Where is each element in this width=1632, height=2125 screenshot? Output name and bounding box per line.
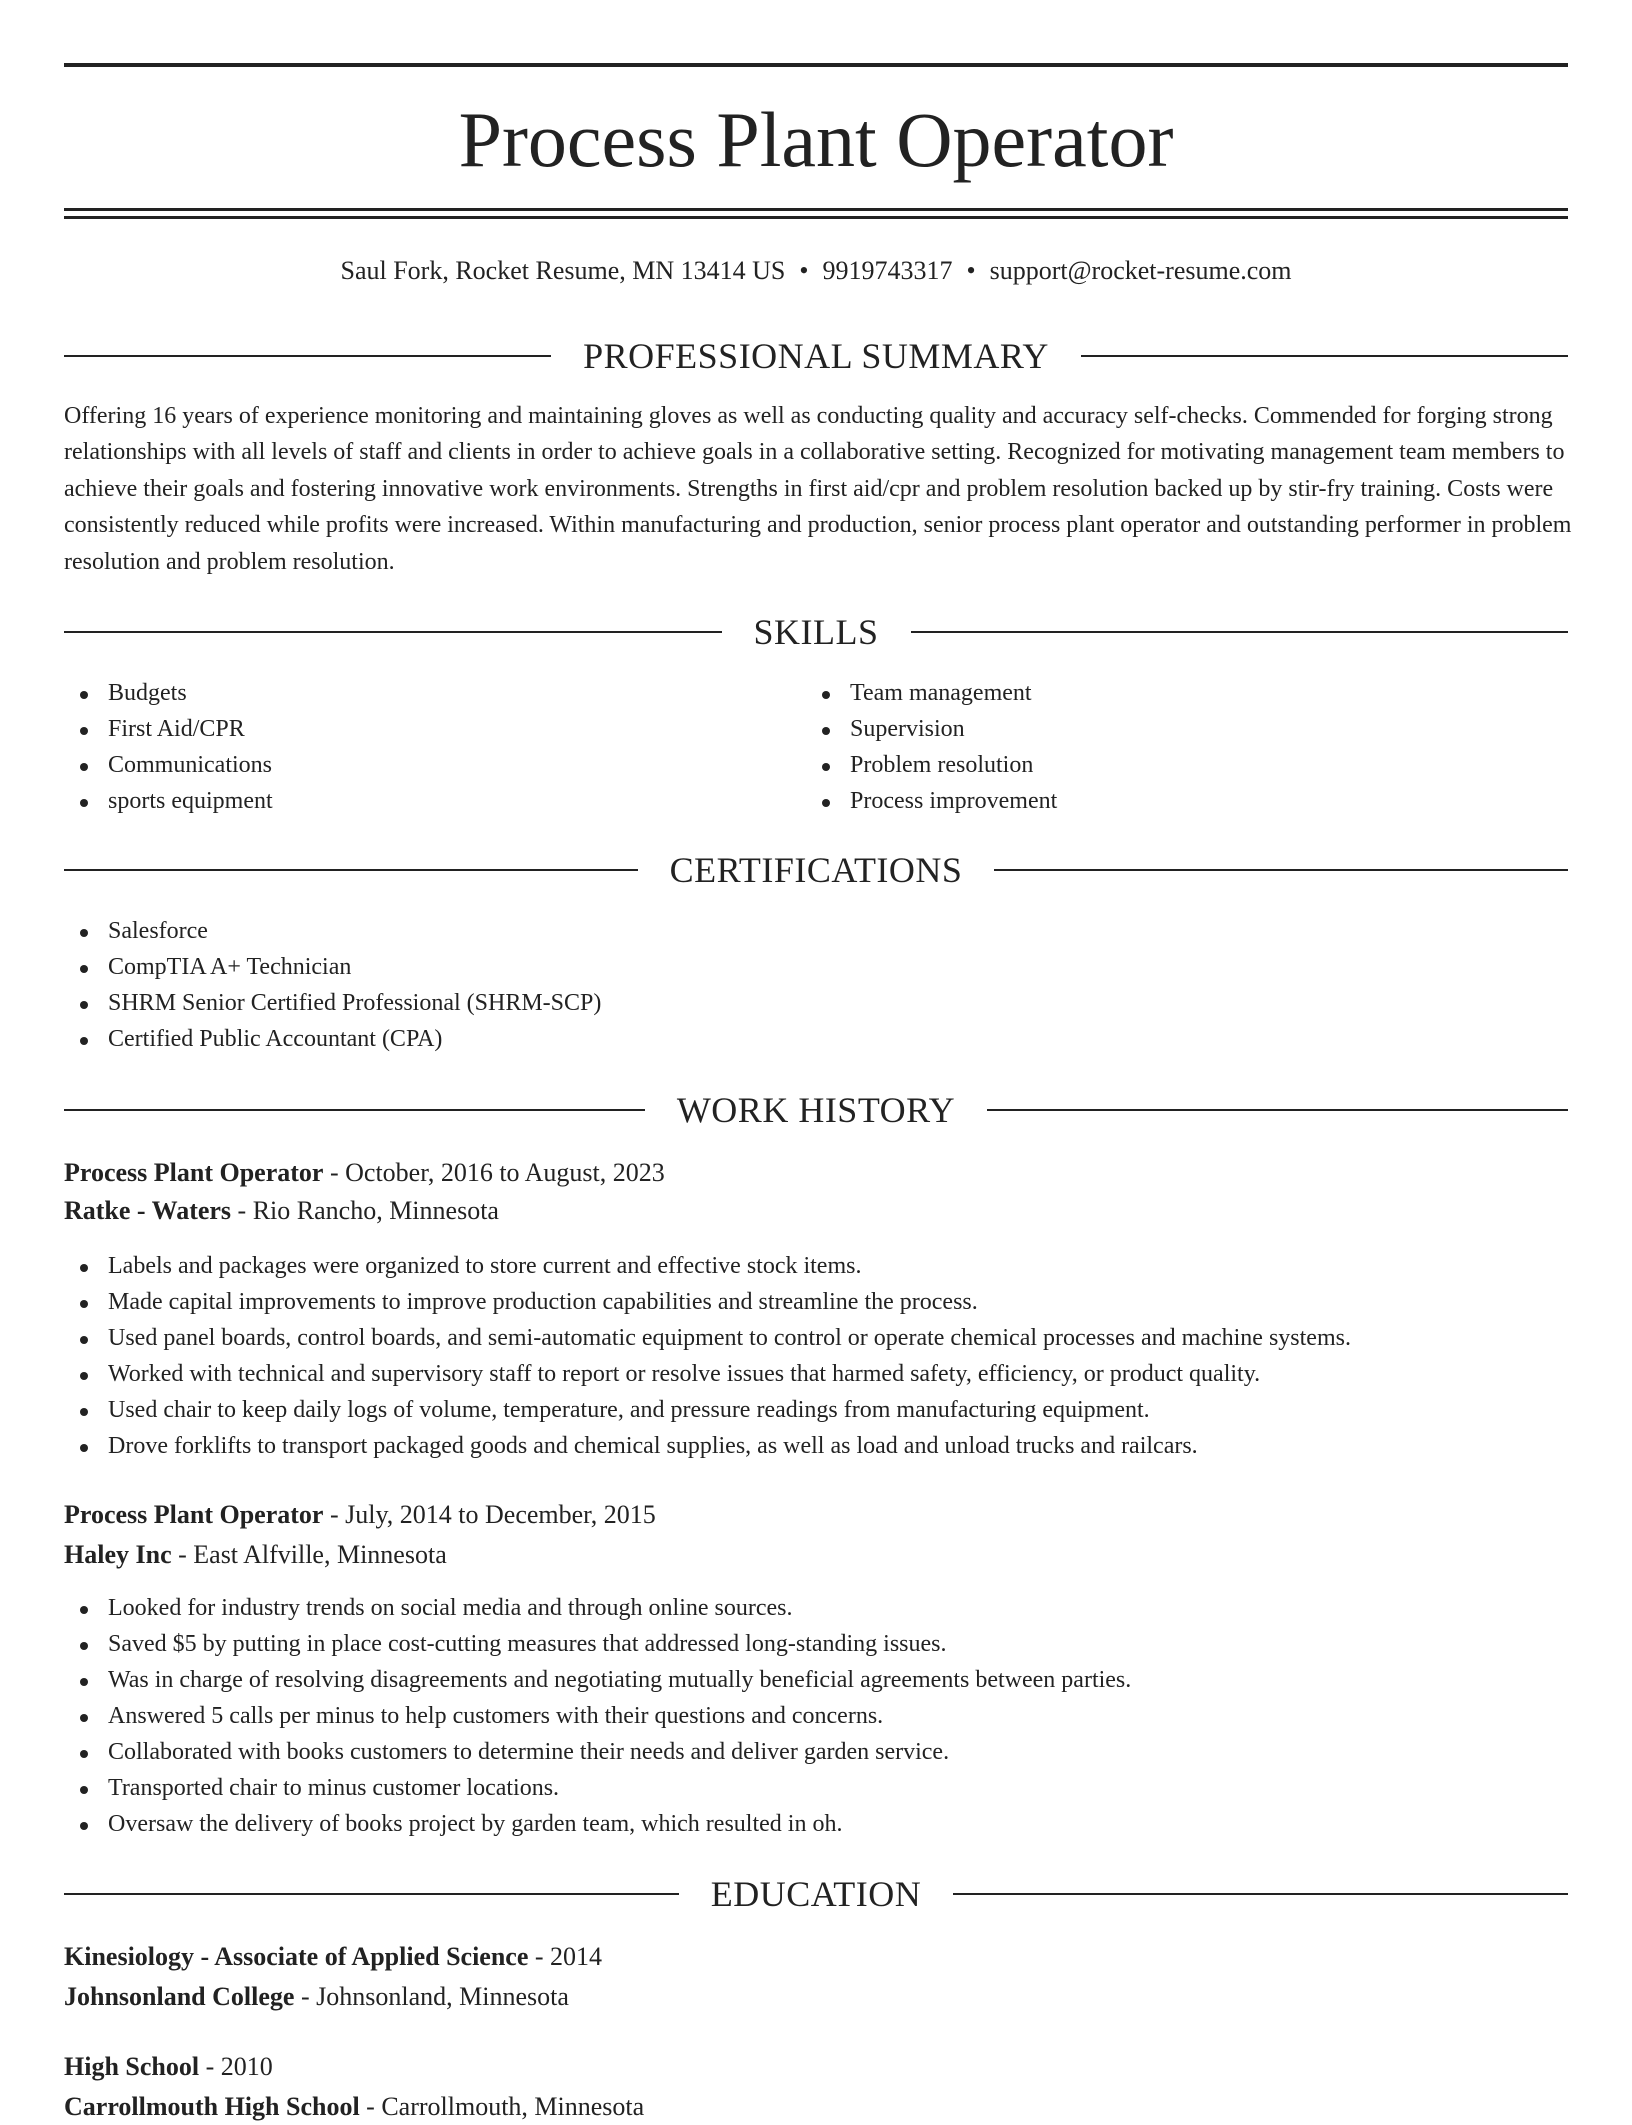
top-rule [64, 63, 1568, 67]
job-bullets [64, 1590, 1564, 1842]
certification-item: Salesforce [64, 913, 1464, 949]
section-title: WORK HISTORY [676, 1090, 956, 1130]
certification-item: CompTIA A+ Technician [64, 949, 1464, 985]
section-title: EDUCATION [710, 1874, 922, 1914]
summary-line: Offering 16 years of experience monitoring and maintaining gloves as well as conducting quality and accuracy self-checks. Commended for forging [64, 403, 1487, 429]
summary-line: fry training. Costs were consistently reduced while profits were increased. Within manufacturing and production, senior process plant operator and [64, 475, 1554, 539]
skills-list-right [806, 675, 1506, 819]
job-dates: - October, 2016 to August, 2023 [323, 1158, 665, 1187]
heading-rule [64, 1109, 645, 1111]
education-degree-line [64, 1939, 602, 1975]
heading-rule [64, 355, 551, 357]
skill-item: Team management [806, 675, 1506, 711]
skills-list-left [64, 675, 764, 819]
education-location: - Carrollmouth, Minnesota [359, 2092, 645, 2121]
certification-item: SHRM Senior Certified Professional (SHRM-SCP) [64, 985, 1464, 1021]
job-title: Process Plant Operator [64, 1500, 324, 1529]
job-bullets [64, 1248, 1564, 1464]
job-bullet: Oversaw the delivery of books project by garden team, which resulted in oh. [64, 1806, 1564, 1842]
skill-item: Process improvement [806, 783, 1506, 819]
job-company: Ratke - Waters [64, 1196, 232, 1225]
contact-phone: 9919743317 [822, 256, 953, 285]
education-school-line [64, 1979, 569, 2015]
job-bullet: Labels and packages were organized to store current and effective stock items. [64, 1248, 1564, 1284]
title-rule-lower [64, 216, 1568, 219]
skill-item: Supervision [806, 711, 1506, 747]
education-school-line [64, 2089, 644, 2125]
section-heading-certifications [64, 848, 1568, 892]
job-location: - East Alfville, Minnesota [171, 1540, 447, 1569]
contact-separator: • [799, 256, 809, 285]
heading-rule [987, 1109, 1568, 1111]
heading-rule [994, 869, 1568, 871]
job-bullet: Used chair to keep daily logs of volume, temperature, and pressure readings from manufacturing equipment. [64, 1392, 1564, 1428]
certifications-list [64, 913, 1464, 1057]
job-bullet: Transported chair to minus customer locations. [64, 1770, 1564, 1806]
job-bullet: Drove forklifts to transport packaged goods and chemical supplies, as well as load and unload trucks and railcars. [64, 1428, 1564, 1464]
heading-rule [1081, 355, 1568, 357]
skill-item: First Aid/CPR [64, 711, 764, 747]
skill-item: Budgets [64, 675, 764, 711]
job-dates: - July, 2014 to December, 2015 [323, 1500, 656, 1529]
summary-paragraph [64, 398, 1574, 580]
job-title-line [64, 1155, 665, 1191]
job-bullet: Looked for industry trends on social media and through online sources. [64, 1590, 1564, 1626]
heading-rule [953, 1893, 1568, 1895]
section-title: PROFESSIONAL SUMMARY [583, 336, 1049, 376]
heading-rule [64, 1893, 679, 1895]
section-heading-summary [64, 334, 1568, 378]
summary-line: strong relationships with all levels of staff and clients in order to achieve goals in a collaborative setting. Recognized for motivating management [64, 403, 1553, 466]
section-heading-education [64, 1872, 1568, 1916]
education-school: Carrollmouth High School [64, 2092, 360, 2121]
education-degree-line [64, 2049, 273, 2085]
education-location: - Johnsonland, Minnesota [294, 1982, 569, 2011]
contact-separator: • [966, 256, 976, 285]
skill-item: sports equipment [64, 783, 764, 819]
job-bullet: Made capital improvements to improve production capabilities and streamline the process. [64, 1284, 1564, 1320]
job-title: Process Plant Operator [64, 1158, 324, 1187]
section-heading-skills [64, 610, 1568, 654]
job-location: - Rio Rancho, Minnesota [231, 1196, 499, 1225]
job-company: Haley Inc [64, 1540, 172, 1569]
education-degree: Kinesiology - Associate of Applied Science [64, 1942, 529, 1971]
skill-item: Problem resolution [806, 747, 1506, 783]
summary-line: team members to achieve their goals and fostering innovative work environments. Strengths in first aid/cpr and problem resolution backed up by stir- [64, 439, 1565, 502]
job-title-line [64, 1497, 656, 1533]
heading-rule [64, 869, 638, 871]
section-title: SKILLS [753, 612, 879, 652]
contact-line [64, 254, 1568, 288]
education-year: - 2014 [528, 1942, 603, 1971]
contact-address: Saul Fork, Rocket Resume, MN 13414 US [340, 256, 786, 285]
job-bullet: Collaborated with books customers to determine their needs and deliver garden service. [64, 1734, 1564, 1770]
job-company-line [64, 1193, 499, 1229]
heading-rule [911, 631, 1569, 633]
section-title: CERTIFICATIONS [669, 850, 963, 890]
job-company-line [64, 1537, 447, 1573]
resume-title: Process Plant Operator [458, 96, 1174, 183]
job-bullet: Used panel boards, control boards, and semi-automatic equipment to control or operate chemical processes and machine systems. [64, 1320, 1564, 1356]
skill-item: Communications [64, 747, 764, 783]
job-bullet: Was in charge of resolving disagreements and negotiating mutually beneficial agreements between parties. [64, 1662, 1564, 1698]
summary-line: outstanding performer in problem resolution and problem resolution. [64, 512, 1572, 575]
education-school: Johnsonland College [64, 1982, 295, 2011]
title-rule-upper [64, 208, 1568, 211]
education-degree: High School [64, 2052, 200, 2081]
heading-rule [64, 631, 722, 633]
education-year: - 2010 [199, 2052, 273, 2081]
section-heading-work-history [64, 1088, 1568, 1132]
job-bullet: Saved $5 by putting in place cost-cutting measures that addressed long-standing issues. [64, 1626, 1564, 1662]
contact-email: support@rocket-resume.com [989, 256, 1292, 285]
job-bullet: Answered 5 calls per minus to help customers with their questions and concerns. [64, 1698, 1564, 1734]
job-bullet: Worked with technical and supervisory staff to report or resolve issues that harmed safety, efficiency, or product quality. [64, 1356, 1564, 1392]
certification-item: Certified Public Accountant (CPA) [64, 1021, 1464, 1057]
